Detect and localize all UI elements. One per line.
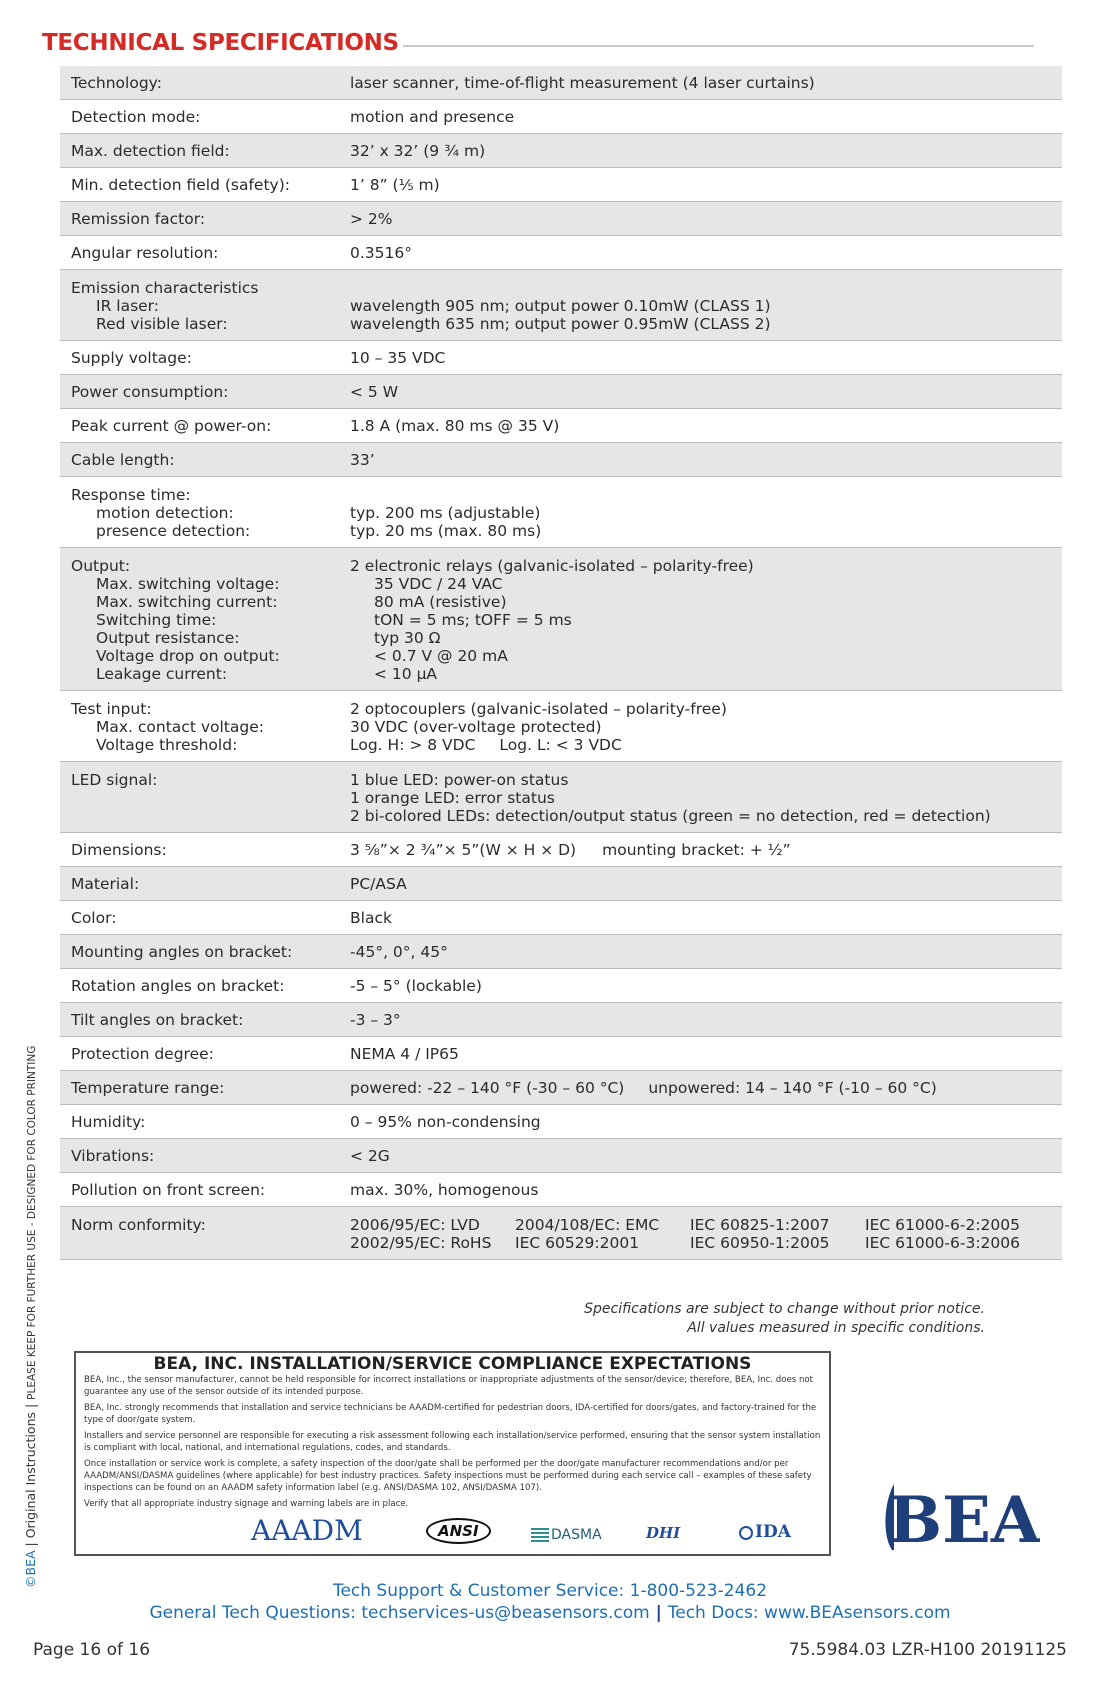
spec-label: Humidity:	[71, 1113, 146, 1131]
norm-item: 2004/108/EC: EMC	[515, 1216, 660, 1234]
spec-row-technology	[60, 66, 1062, 100]
spec-label: LED signal:	[71, 771, 158, 789]
side-note: ©BEA | Original Instructions | PLEASE KEEP FOR FURTHER USE - DESIGNED FOR COLOR PRINTING	[23, 1045, 38, 1588]
spec-value: tON = 5 ms; tOFF = 5 ms	[374, 611, 572, 629]
spec-value: 2 bi-colored LEDs: detection/output status (green = no detection, red = detection)	[350, 807, 991, 825]
spec-row-emission	[60, 270, 1062, 341]
association-logos	[171, 1514, 821, 1546]
spec-row-output	[60, 548, 1062, 691]
support-phone[interactable]: Tech Support & Customer Service: 1-800-523-2462	[332, 1581, 768, 1601]
spec-label: Output:	[71, 557, 131, 575]
spec-value: 32’ x 32’ (9 ¾ m)	[350, 142, 486, 160]
spec-row-power	[60, 375, 1062, 409]
compliance-box	[74, 1351, 831, 1556]
spec-row-detection-mode	[60, 100, 1062, 134]
spec-value: > 2%	[350, 210, 393, 228]
spec-value: < 10 µA	[374, 665, 438, 683]
spec-sublabel: Voltage drop on output:	[96, 647, 280, 665]
spec-sublabel: Leakage current:	[96, 665, 228, 683]
spec-value: 0 – 95% non-condensing	[350, 1113, 541, 1131]
bea-logo-text: BEA	[888, 1483, 1040, 1554]
spec-row-rotation	[60, 969, 1062, 1003]
spec-label: Remission factor:	[71, 210, 206, 228]
spec-label: Cable length:	[71, 451, 175, 469]
norm-item: 2002/95/EC: RoHS	[350, 1234, 492, 1252]
spec-value: typ. 20 ms (max. 80 ms)	[350, 522, 542, 540]
spec-value: 2 optocouplers (galvanic-isolated – polarity-free)	[350, 700, 727, 718]
spec-sublabel: Voltage threshold:	[96, 736, 238, 754]
spec-row-response	[60, 477, 1062, 548]
spec-value: < 2G	[350, 1147, 390, 1165]
spec-value: mounting bracket: + ½”	[602, 841, 791, 859]
compliance-paragraph: BEA, Inc. strongly recommends that installation and service technicians be AAADM-certified for pedestrian doors, IDA-certified for doors/gates, and factory-trained for the type of door/gate system.	[84, 1403, 817, 1425]
spec-sublabel: Red visible laser:	[96, 315, 228, 333]
spec-value: 35 VDC / 24 VAC	[374, 575, 503, 593]
spec-sublabel: motion detection:	[96, 504, 234, 522]
spec-value: wavelength 635 nm; output power 0.95mW (CLASS 2)	[350, 315, 771, 333]
spec-label: Min. detection field (safety):	[71, 176, 290, 194]
dhi-logo: DHI	[646, 1524, 681, 1542]
spec-label: Max. detection field:	[71, 142, 230, 160]
spec-row-max-field	[60, 134, 1062, 168]
aaadm-logo: AAADM	[251, 1514, 363, 1547]
norm-item: IEC 61000-6-3:2006	[865, 1234, 1020, 1252]
spec-value: -3 – 3°	[350, 1011, 401, 1029]
bea-logo	[880, 1480, 1040, 1554]
spec-value: 10 – 35 VDC	[350, 349, 446, 367]
spec-value: 1.8 A (max. 80 ms @ 35 V)	[350, 417, 560, 435]
spec-label: Material:	[71, 875, 140, 893]
spec-row-mounting	[60, 935, 1062, 969]
spec-label: Protection degree:	[71, 1045, 214, 1063]
compliance-paragraph: BEA, Inc., the sensor manufacturer, cannot be held responsible for incorrect installations or inappropriate adjustments of the sensor/device; therefore, BEA, Inc. does not guarantee any use of the sensor outside of its intended purpose.	[84, 1375, 814, 1397]
spec-value: typ. 200 ms (adjustable)	[350, 504, 541, 522]
compliance-paragraph: Installers and service personnel are responsible for executing a risk assessment following each installation/service performed, ensuring that the sensor system installation is compliant with local, national, and international regulations, codes, and standards.	[84, 1431, 821, 1453]
title-rule	[360, 45, 1034, 47]
spec-sublabel: Max. contact voltage:	[96, 718, 264, 736]
spec-value: NEMA 4 / IP65	[350, 1045, 459, 1063]
spec-value: 1 orange LED: error status	[350, 789, 555, 807]
spec-label: Angular resolution:	[71, 244, 219, 262]
spec-row-protection	[60, 1037, 1062, 1071]
spec-label: Norm conformity:	[71, 1216, 206, 1234]
spec-label: Tilt angles on bracket:	[71, 1011, 244, 1029]
spec-row-material	[60, 867, 1062, 901]
spec-sublabel: Output resistance:	[96, 629, 240, 647]
spec-sublabel: IR laser:	[96, 297, 160, 315]
spec-value: Log. L: < 3 VDC	[499, 736, 622, 754]
spec-value: Black	[350, 909, 392, 927]
spec-row-test-input	[60, 691, 1062, 762]
spec-label: Emission characteristics	[71, 279, 259, 297]
spec-value: 2 electronic relays (galvanic-isolated – polarity-free)	[350, 557, 754, 575]
spec-row-norm	[60, 1207, 1062, 1260]
spec-label: Temperature range:	[71, 1079, 225, 1097]
bea-logo-mark	[880, 1480, 1040, 1554]
tech-docs-link[interactable]: Tech Docs: www.BEAsensors.com	[667, 1603, 951, 1623]
spec-sublabel: Max. switching current:	[96, 593, 278, 611]
page-title: TECHNICAL SPECIFICATIONS	[42, 30, 403, 56]
spec-row-angular	[60, 236, 1062, 270]
spec-value: max. 30%, homogenous	[350, 1181, 539, 1199]
compliance-paragraph: Once installation or service work is complete, a safety inspection of the door/gate shall be performed per the door/gate manufacturer recommendations and/or per AAADM/ANSI/DASMA guidelines (where applicable) for best industry practices. Safety inspections must be performed during each service call – examples of these safety inspections can be found on an AAADM safety information label (e.g. ANSI/DASMA 102, ANSI/DASMA 107).	[84, 1459, 812, 1493]
norm-item: IEC 61000-6-2:2005	[865, 1216, 1020, 1234]
spec-row-vibrations	[60, 1139, 1062, 1173]
spec-label: Pollution on front screen:	[71, 1181, 266, 1199]
spec-label: Response time:	[71, 486, 191, 504]
spec-value: -5 – 5° (lockable)	[350, 977, 482, 995]
spec-sublabel: presence detection:	[96, 522, 251, 540]
spec-row-temperature	[60, 1071, 1062, 1105]
spec-label: Detection mode:	[71, 108, 201, 126]
ida-logo: IDA	[739, 1522, 791, 1542]
spec-row-cable	[60, 443, 1062, 477]
spec-row-dimensions	[60, 833, 1062, 867]
spec-sublabel: Max. switching voltage:	[96, 575, 280, 593]
spec-row-color	[60, 901, 1062, 935]
tech-email-link[interactable]: General Tech Questions: techservices-us@beasensors.com	[149, 1603, 650, 1623]
page-number: Page 16 of 16	[33, 1640, 151, 1660]
spec-label: Mounting angles on bracket:	[71, 943, 293, 961]
norm-item: IEC 60825-1:2007	[690, 1216, 830, 1234]
spec-value: unpowered: 14 – 140 °F (-10 – 60 °C)	[648, 1079, 937, 1097]
document-code: 75.5984.03 LZR-H100 20191125	[788, 1640, 1067, 1660]
norm-item: IEC 60950-1:2005	[690, 1234, 830, 1252]
spec-value: < 5 W	[350, 383, 399, 401]
spec-label: Color:	[71, 909, 117, 927]
spec-label: Test input:	[71, 700, 152, 718]
spec-value: wavelength 905 nm; output power 0.10mW (CLASS 1)	[350, 297, 771, 315]
spec-table	[60, 66, 1062, 1260]
spec-value: 1 blue LED: power-on status	[350, 771, 569, 789]
footer-contact: Tech Support & Customer Service: 1-800-523-2462 General Tech Questions: techservices-us@beasensors.com | Tech Docs: www.BEAsensors.com	[0, 1580, 1100, 1624]
spec-label: Supply voltage:	[71, 349, 192, 367]
spec-value: 80 mA (resistive)	[374, 593, 507, 611]
spec-row-tilt	[60, 1003, 1062, 1037]
spec-label: Dimensions:	[71, 841, 167, 859]
spec-row-min-field	[60, 168, 1062, 202]
spec-row-pollution	[60, 1173, 1062, 1207]
spec-value: powered: -22 – 140 °F (-30 – 60 °C)	[350, 1079, 625, 1097]
spec-label: Rotation angles on bracket:	[71, 977, 285, 995]
dasma-logo: DASMA	[531, 1527, 602, 1543]
spec-value: 1’ 8” (⅕ m)	[350, 176, 440, 194]
spec-value: typ 30 Ω	[374, 629, 441, 647]
spec-row-humidity	[60, 1105, 1062, 1139]
compliance-paragraph: Verify that all appropriate industry signage and warning labels are in place.	[84, 1499, 409, 1509]
ansi-logo: ANSI	[426, 1518, 491, 1544]
spec-value: PC/ASA	[350, 875, 407, 893]
spec-value: Log. H: > 8 VDC	[350, 736, 476, 754]
spec-row-supply	[60, 341, 1062, 375]
spec-label: Peak current @ power-on:	[71, 417, 272, 435]
spec-label: Vibrations:	[71, 1147, 155, 1165]
spec-row-led	[60, 762, 1062, 833]
spec-value: < 0.7 V @ 20 mA	[374, 647, 508, 665]
spec-value: motion and presence	[350, 108, 515, 126]
spec-sublabel: Switching time:	[96, 611, 217, 629]
spec-value: 0.3516°	[350, 244, 412, 262]
spec-value: 3 ⅝”× 2 ¾”× 5”(W × H × D)	[350, 841, 577, 859]
norm-item: 2006/95/EC: LVD	[350, 1216, 480, 1234]
compliance-title: BEA, INC. INSTALLATION/SERVICE COMPLIANCE EXPECTATIONS	[153, 1354, 752, 1374]
spec-row-peak	[60, 409, 1062, 443]
spec-label: Power consumption:	[71, 383, 229, 401]
disclaimer: Specifications are subject to change without prior notice. All values measured in specific conditions.	[584, 1301, 985, 1336]
spec-value: -45°, 0°, 45°	[350, 943, 448, 961]
norm-item: IEC 60529:2001	[515, 1234, 640, 1252]
spec-value: 33’	[350, 451, 375, 469]
spec-row-remission	[60, 202, 1062, 236]
spec-value: laser scanner, time-of-flight measurement (4 laser curtains)	[350, 74, 815, 92]
spec-value: 30 VDC (over-voltage protected)	[350, 718, 602, 736]
spec-label: Technology:	[71, 74, 162, 92]
